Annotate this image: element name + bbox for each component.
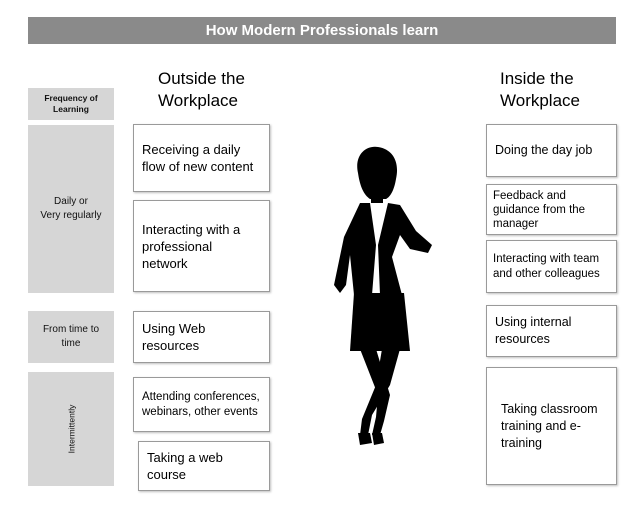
outside-item-professional-network	[133, 200, 270, 292]
outside-item-label: Interacting with a professional network	[142, 221, 241, 271]
inside-item-internal-resources	[486, 305, 617, 357]
inside-item-label: Using internal resources	[495, 315, 572, 346]
inside-item-day-job	[486, 124, 617, 177]
outside-item-web-course	[138, 441, 270, 491]
inside-item-label: Feedback and guidance from the manager	[493, 189, 586, 230]
inside-workplace-heading: Inside the Workplace	[500, 69, 580, 110]
outside-item-label: Using Web resources	[142, 321, 206, 353]
outside-item-daily-content	[133, 124, 270, 192]
inside-item-team-interaction	[486, 240, 617, 293]
inside-item-manager-feedback	[486, 184, 617, 235]
inside-item-classroom-training	[486, 367, 617, 485]
outside-item-conferences	[133, 377, 270, 432]
outside-item-label: Receiving a daily flow of new content	[142, 142, 254, 174]
frequency-time-to-time: From time to time	[28, 311, 114, 363]
frequency-intermittently	[28, 372, 114, 486]
diagram-title: How Modern Professionals learn	[28, 17, 616, 44]
professional-woman-silhouette-icon	[320, 145, 440, 455]
outside-item-label: Taking a web course	[147, 450, 223, 482]
inside-item-label: Doing the day job	[495, 143, 593, 157]
frequency-intermittently-label: Intermittently	[66, 404, 76, 454]
frequency-daily: Daily or Very regularly	[28, 125, 114, 293]
inside-item-label: Taking classroom training and e-training	[501, 401, 598, 450]
outside-workplace-heading: Outside the Workplace	[158, 69, 245, 110]
frequency-header: Frequency of Learning	[28, 88, 114, 120]
inside-item-label: Interacting with team and other colleagues	[493, 252, 600, 280]
outside-item-web-resources	[133, 311, 270, 363]
outside-item-label: Attending conferences, webinars, other events	[142, 390, 260, 418]
